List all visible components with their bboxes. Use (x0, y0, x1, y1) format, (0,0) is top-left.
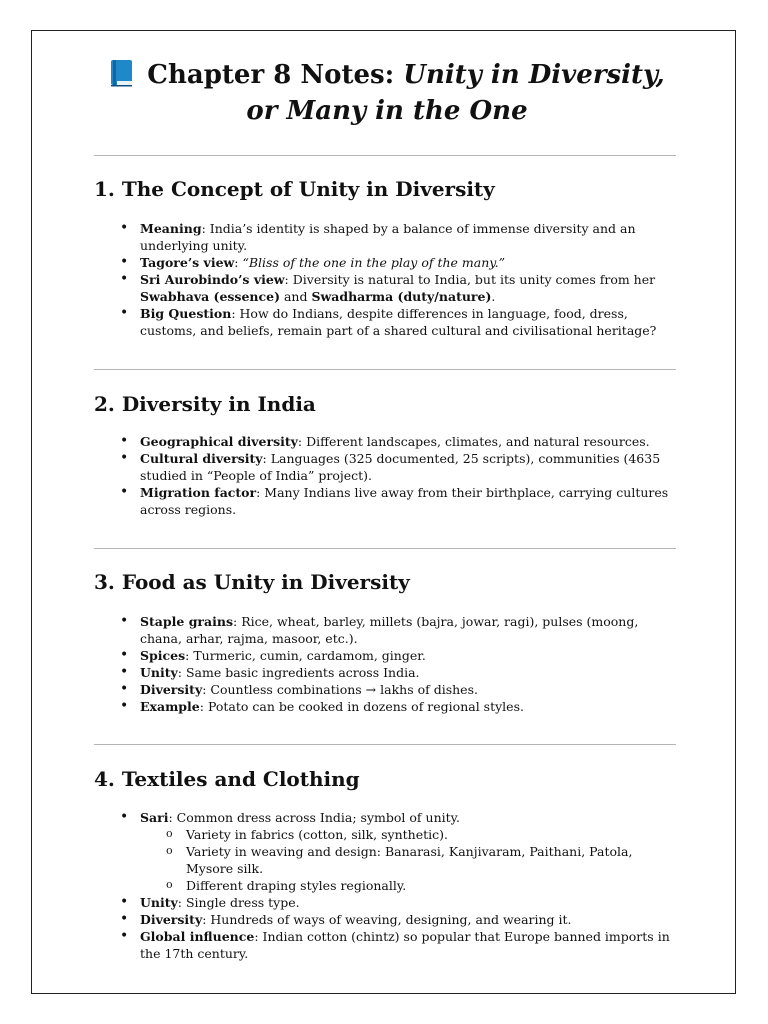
list-item: • Example: Potato can be cooked in dozens of regional styles. (120, 698, 680, 715)
item-term: Tagore’s view (140, 255, 235, 270)
item-text: Potato can be cooked in dozens of regional styles. (207, 699, 524, 714)
divider (94, 744, 676, 745)
section-heading: 4. Textiles and Clothing (94, 767, 360, 791)
book-icon (109, 59, 135, 87)
list-item: • Cultural diversity: Languages (325 documented, 25 scripts), communities (4635 studied in “People of India” project). (120, 450, 680, 484)
item-text: How do Indians, despite differences in language, food, dress, customs, and beliefs, remain part of a shared cultural and civilisational heritage? (140, 306, 657, 338)
item-term: Geographical diversity (140, 434, 298, 449)
list-item: • Geographical diversity: Different landscapes, climates, and natural resources. (120, 433, 680, 450)
divider (94, 155, 676, 156)
section-list (120, 613, 680, 715)
item-term: Cultural diversity (140, 451, 263, 466)
item-term: Unity (140, 895, 178, 910)
item-term: Meaning (140, 221, 202, 236)
item-term: Big Question (140, 306, 232, 321)
sub-item: o Variety in fabrics (cotton, silk, synthetic). (166, 826, 680, 843)
item-text: Same basic ingredients across India. (185, 665, 420, 680)
item-term: Diversity (140, 912, 203, 927)
list-item: • Sari: Common dress across India; symbol of unity. o Variety in fabrics (cotton, silk, synthetic). o Variety in weaving and design: Banarasi, Kanjivaram, Paithani, Patola, Mysore silk. o Different draping styles regionally. (120, 809, 680, 894)
item-term: Migration factor (140, 485, 257, 500)
item-term: Spices (140, 648, 186, 663)
divider (94, 369, 676, 370)
item-term: Sari (140, 810, 169, 825)
item-text: Different landscapes, climates, and natural resources. (306, 434, 650, 449)
document-page (31, 30, 736, 994)
item-term: Diversity (140, 682, 203, 697)
item-term: Staple grains (140, 614, 233, 629)
list-item: • Migration factor: Many Indians live away from their birthplace, carrying cultures across regions. (120, 484, 680, 518)
item-text: Single dress type. (185, 895, 300, 910)
list-item: • Unity: Same basic ingredients across India. (120, 664, 680, 681)
item-text: Rice, wheat, barley, millets (bajra, jowar, ragi), pulses (moong, chana, arhar, rajma, masoor, etc.). (140, 614, 639, 646)
section-heading: 2. Diversity in India (94, 392, 316, 416)
section-list (120, 220, 680, 339)
item-text: India’s identity is shaped by a balance of immense diversity and an underlying unity. (140, 221, 636, 253)
item-text: Diversity is natural to India, but its unity comes from her (292, 272, 656, 287)
section-heading: 1. The Concept of Unity in Diversity (94, 177, 495, 201)
list-item: • Unity: Single dress type. (120, 894, 680, 911)
sari-sublist (140, 826, 680, 894)
list-item: • Staple grains: Rice, wheat, barley, millets (bajra, jowar, ragi), pulses (moong, chana, arhar, rajma, masoor, etc.). (120, 613, 680, 647)
item-text: Indian cotton (chintz) so popular that Europe banned imports in the 17th century. (140, 929, 670, 961)
list-item: • Tagore’s view: “Bliss of the one in the play of the many.” (120, 254, 680, 271)
page-title (92, 57, 682, 129)
item-term: Unity (140, 665, 178, 680)
item-term: Sri Aurobindo’s view (140, 272, 285, 287)
item-text: Languages (325 documented, 25 scripts), communities (4635 studied in “People of India” project). (140, 451, 661, 483)
item-text: Countless combinations → lakhs of dishes. (210, 682, 478, 697)
item-text: Hundreds of ways of weaving, designing, and wearing it. (210, 912, 572, 927)
section-heading: 3. Food as Unity in Diversity (94, 570, 410, 594)
section-list (120, 433, 680, 518)
item-quote: “Bliss of the one in the play of the many.” (242, 255, 506, 270)
item-text: Many Indians live away from their birthplace, carrying cultures across regions. (140, 485, 669, 517)
sub-item: o Different draping styles regionally. (166, 877, 680, 894)
title-italic: Unity in Diversity, or Many in the One (246, 60, 665, 126)
title-prefix: Chapter 8 Notes: (147, 60, 404, 90)
list-item: • Sri Aurobindo’s view: Diversity is natural to India, but its unity comes from her Swabhava (essence) and Swadharma (duty/nature). (120, 271, 680, 305)
list-item: • Diversity: Countless combinations → lakhs of dishes. (120, 681, 680, 698)
list-item: • Meaning: India’s identity is shaped by a balance of immense diversity and an underlying unity. (120, 220, 680, 254)
divider (94, 548, 676, 549)
list-item: • Big Question: How do Indians, despite differences in language, food, dress, customs, and beliefs, remain part of a shared cultural and civilisational heritage? (120, 305, 680, 339)
section-list (120, 809, 680, 962)
item-text: Turmeric, cumin, cardamom, ginger. (193, 648, 426, 663)
list-item: • Diversity: Hundreds of ways of weaving, designing, and wearing it. (120, 911, 680, 928)
list-item: • Global influence: Indian cotton (chintz) so popular that Europe banned imports in the 17th century. (120, 928, 680, 962)
item-term: Global influence (140, 929, 255, 944)
list-item: • Spices: Turmeric, cumin, cardamom, ginger. (120, 647, 680, 664)
item-term: Example (140, 699, 200, 714)
sub-item: o Variety in weaving and design: Banarasi, Kanjivaram, Paithani, Patola, Mysore silk. (166, 843, 680, 877)
item-text: Common dress across India; symbol of unity. (176, 810, 461, 825)
